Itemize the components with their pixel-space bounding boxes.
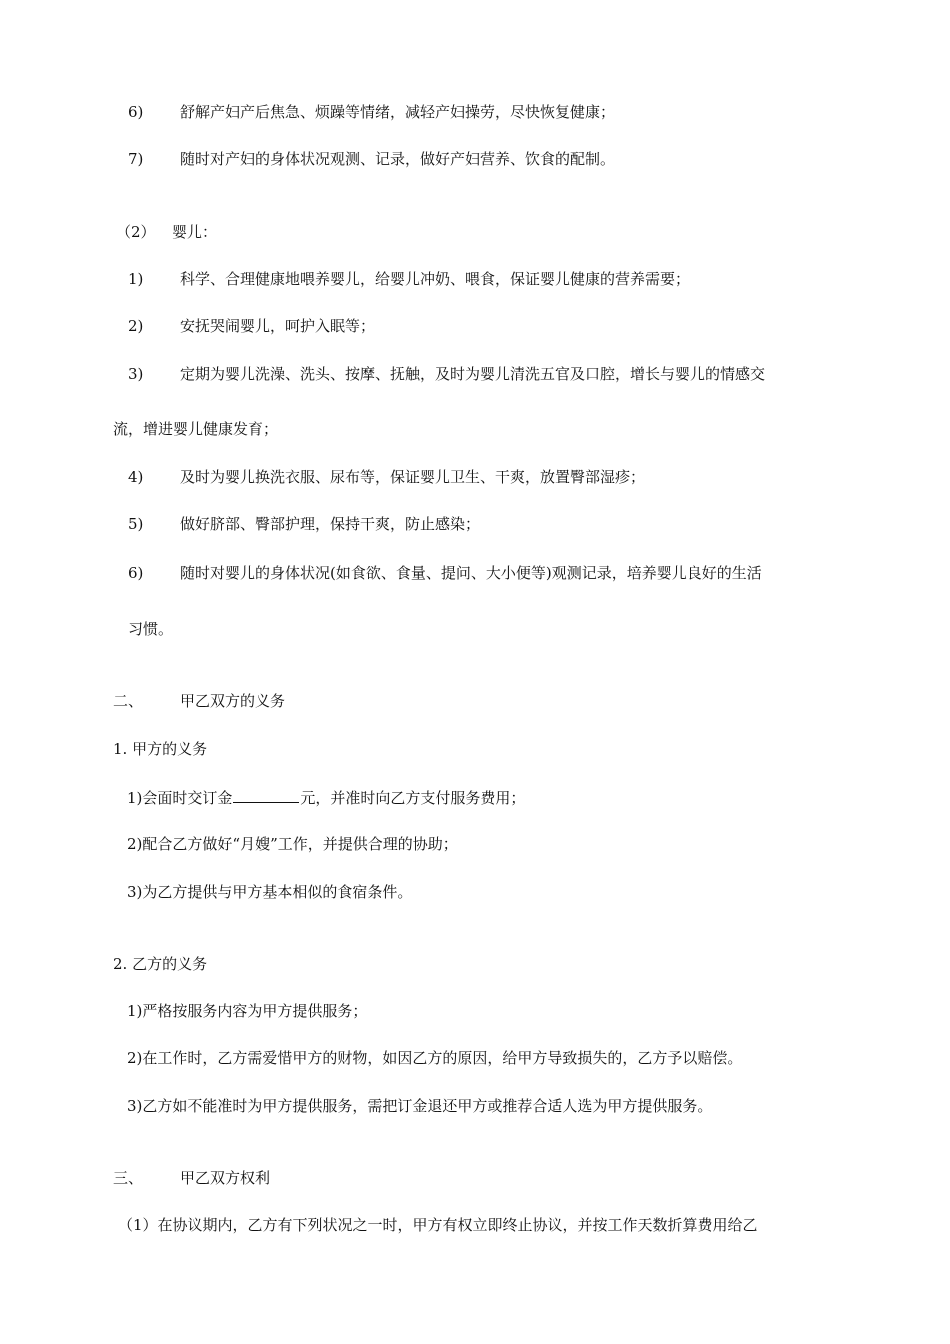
section-number: 二、 xyxy=(113,692,144,710)
party-a-item-1 xyxy=(127,787,525,808)
item-number: 3) xyxy=(128,365,144,383)
party-b-item-1: 1)严格按服务内容为甲方提供服务； xyxy=(127,1002,368,1020)
subsection-title: 婴儿： xyxy=(172,223,218,241)
item-number: 7) xyxy=(128,150,144,168)
party-a-item-1-after: 元，并准时向乙方支付服务费用； xyxy=(300,789,526,807)
party-b-heading: 2. 乙方的义务 xyxy=(113,955,208,973)
item-text: 舒解产妇产后焦急、烦躁等情绪，减轻产妇操劳，尽快恢复健康； xyxy=(180,103,616,121)
item-text: 科学、合理健康地喂养婴儿，给婴儿冲奶、喂食，保证婴儿健康的营养需要； xyxy=(180,270,691,288)
party-b-item-3: 3)乙方如不能准时为甲方提供服务，需把订金退还甲方或推荐合适人选为甲方提供服务。 xyxy=(127,1097,713,1115)
item-text: 定期为婴儿洗澡、洗头、按摩、抚触，及时为婴儿清洗五官及口腔，增长与婴儿的情感交 xyxy=(180,365,766,383)
party-a-item-2: 2)配合乙方做好“月嫂”工作，并提供合理的协助； xyxy=(127,835,458,853)
party-a-heading: 1. 甲方的义务 xyxy=(113,740,208,758)
item-text-continuation: 流，增进婴儿健康发育； xyxy=(113,420,279,438)
item-number: 6) xyxy=(128,103,144,121)
deposit-amount-blank[interactable] xyxy=(233,787,299,803)
item-text: 随时对产妇的身体状况观测、记录，做好产妇营养、饮食的配制。 xyxy=(180,150,616,168)
item-number: 2) xyxy=(128,317,144,335)
party-b-item-2: 2)在工作时，乙方需爱惜甲方的财物，如因乙方的原因，给甲方导致损失的，乙方予以赔偿。 xyxy=(127,1049,743,1067)
item-text: 安抚哭闹婴儿，呵护入眠等； xyxy=(180,317,376,335)
item-number: 4) xyxy=(128,468,144,486)
section-number: 三、 xyxy=(113,1169,144,1187)
item-text: 及时为婴儿换洗衣服、尿布等，保证婴儿卫生、干爽，放置臀部湿疹； xyxy=(180,468,646,486)
subsection-number: （2） xyxy=(116,223,156,241)
item-text: 做好脐部、臀部护理，保持干爽，防止感染； xyxy=(180,515,481,533)
item-text-continuation: 习惯。 xyxy=(128,620,174,638)
party-a-item-1-before: 1)会面时交订金 xyxy=(127,789,233,807)
section-title: 甲乙双方的义务 xyxy=(180,692,286,710)
party-a-item-3: 3)为乙方提供与甲方基本相似的食宿条件。 xyxy=(127,883,413,901)
rights-item-1: （1）在协议期内，乙方有下列状况之一时，甲方有权立即终止协议，并按工作天数折算费用给乙 xyxy=(118,1216,758,1234)
item-text: 随时对婴儿的身体状况(如食欲、食量、提问、大小便等)观测记录，培养婴儿良好的生活 xyxy=(180,564,762,582)
section-title: 甲乙双方权利 xyxy=(180,1169,271,1187)
item-number: 6) xyxy=(128,564,144,582)
item-number: 1) xyxy=(128,270,144,288)
item-number: 5) xyxy=(128,515,144,533)
